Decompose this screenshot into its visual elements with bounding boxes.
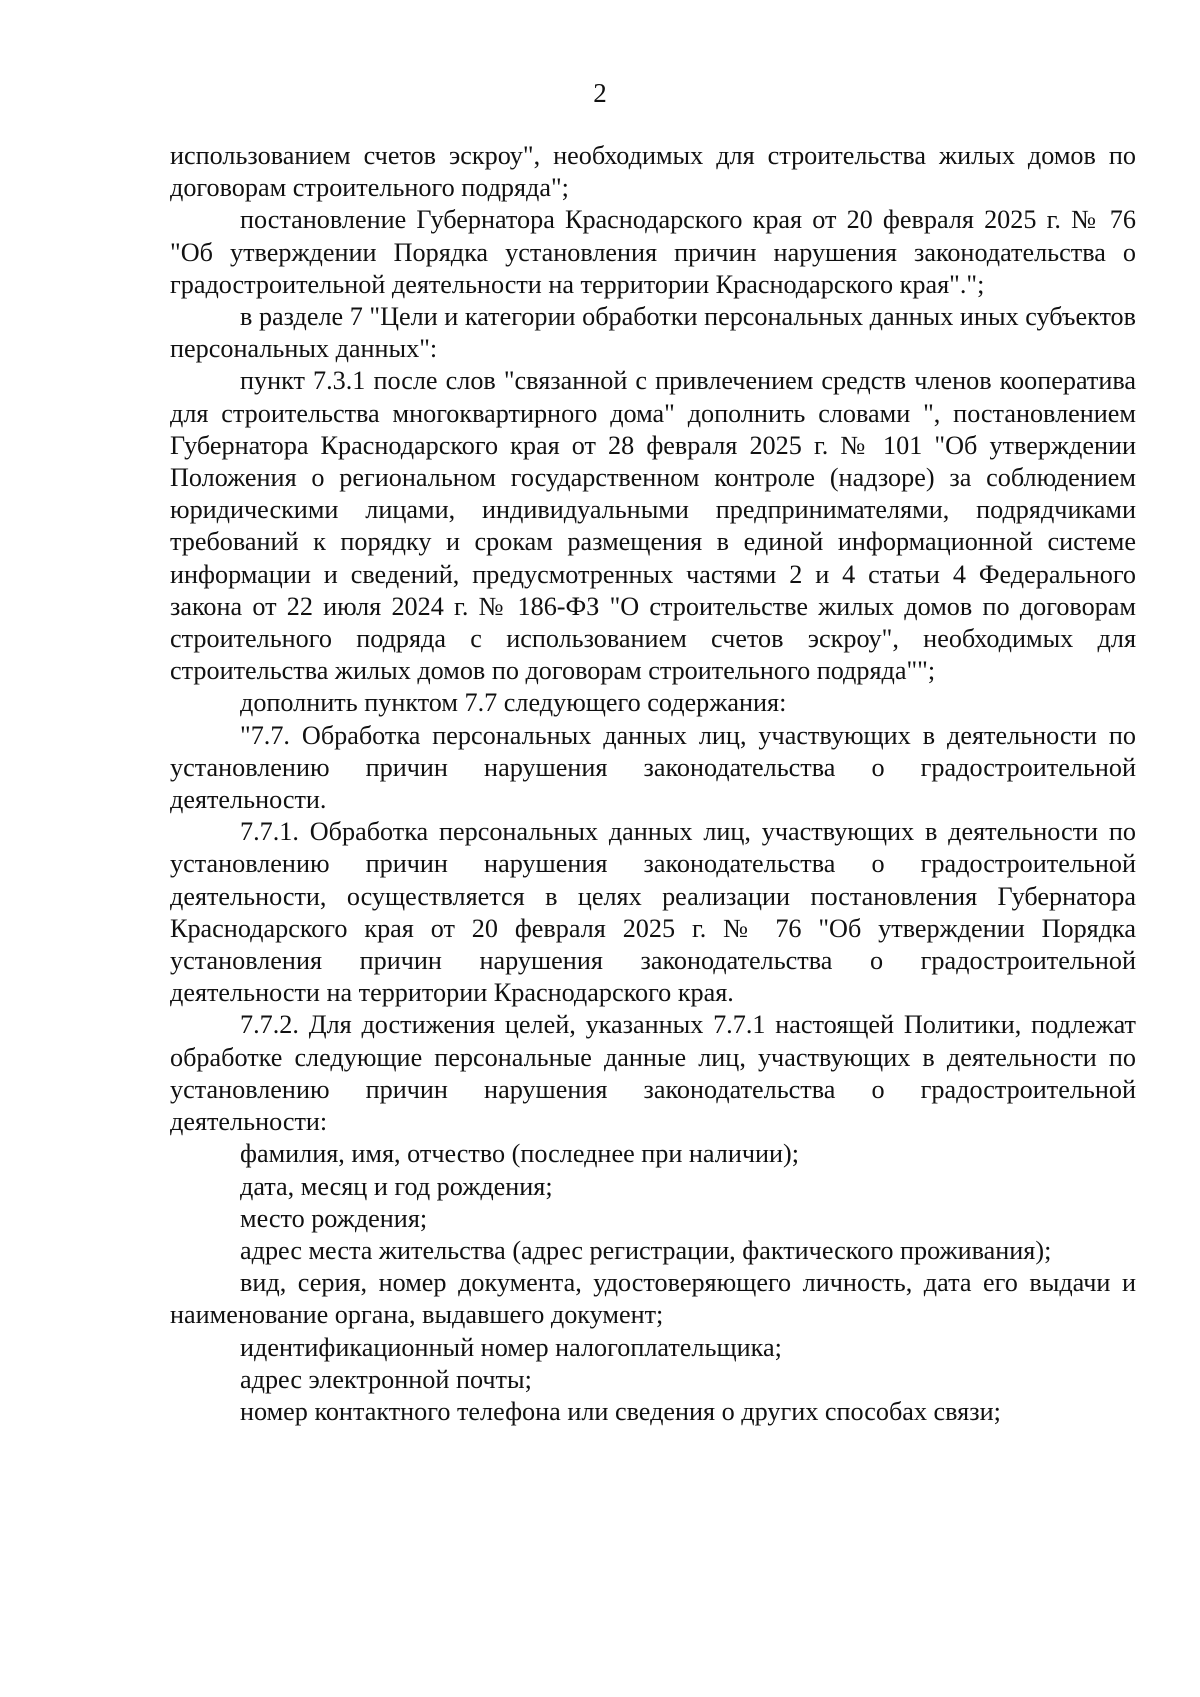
paragraph-section-7: в разделе 7 "Цели и категории обработки персональных данных иных субъектов персональных данных": bbox=[170, 302, 1136, 364]
list-item-taxpayer-id: идентификационный номер налогоплательщика; bbox=[240, 1332, 782, 1362]
paragraph-continuation: использованием счетов эскроу", необходимых для строительства жилых домов по договорам строительного подряда"; bbox=[170, 141, 1136, 203]
list-item-identity-document: вид, серия, номер документа, удостоверяющего личность, дата его выдачи и наименование органа, выдавшего документ; bbox=[170, 1268, 1136, 1330]
list-item-full-name: фамилия, имя, отчество (последнее при наличии); bbox=[240, 1139, 800, 1169]
list-item-birth-date: дата, месяц и год рождения; bbox=[240, 1171, 553, 1201]
list-item-address: адрес места жительства (адрес регистрации, фактического проживания); bbox=[240, 1235, 1052, 1265]
list-item-email: адрес электронной почты; bbox=[240, 1364, 532, 1394]
paragraph-item-7-7: "7.7. Обработка персональных данных лиц, участвующих в деятельности по установлению причин нарушения законодательства о градостроительной деятельности. bbox=[170, 720, 1136, 815]
paragraph-item-7-7-2: 7.7.2. Для достижения целей, указанных 7.7.1 настоящей Политики, подлежат обработке следующие персональные данные лиц, участвующих в деятельности по установлению причин нарушения законодательства о градостроительной деятельности: bbox=[170, 1010, 1136, 1137]
page-number: 2 bbox=[593, 78, 607, 108]
list-item-birth-place: место рождения; bbox=[240, 1203, 428, 1233]
paragraph-add-item-7-7: дополнить пунктом 7.7 следующего содержания: bbox=[240, 688, 787, 718]
paragraph-governor-decree-76: постановление Губернатора Краснодарского края от 20 февраля 2025 г. № 76 "Об утверждении Порядка установления причин нарушения законодательства о градостроительной деятельности на территории Краснодарского края"."; bbox=[170, 205, 1136, 299]
paragraph-item-7-3-1: пункт 7.3.1 после слов "связанной с привлечением средств членов кооператива для строительства многоквартирного дома" дополнить словами ", постановлением Губернатора Краснодарского края от 28 февраля 2025 г. № 101 "Об утверждении Положения о региональном государственном контроле (надзоре) за соблюдением юридическими лицами, индивидуальными предпринимателями, подрядчиками требований к порядку и срокам размещения в единой информационной системе информации и сведений, предусмотренных частями 2 и 4 статьи 4 Федерального закона от 22 июля 2024 г. № 186-ФЗ "О строительстве жилых домов по договорам строительного подряда с использованием счетов эскроу", необходимых для строительства жилых домов по договорам строительного подряда""; bbox=[170, 366, 1136, 686]
list-item-phone: номер контактного телефона или сведения о других способах связи; bbox=[240, 1396, 1001, 1426]
document-body bbox=[170, 140, 1136, 1428]
paragraph-item-7-7-1: 7.7.1. Обработка персональных данных лиц, участвующих в деятельности по установлению причин нарушения законодательства о градостроительной деятельности, осуществляется в целях реализации постановления Губернатора Краснодарского края от 20 февраля 2025 г. № 76 "Об утверждении Порядка установления причин нарушения законодательства о градостроительной деятельности на территории Краснодарского края. bbox=[170, 817, 1136, 1008]
